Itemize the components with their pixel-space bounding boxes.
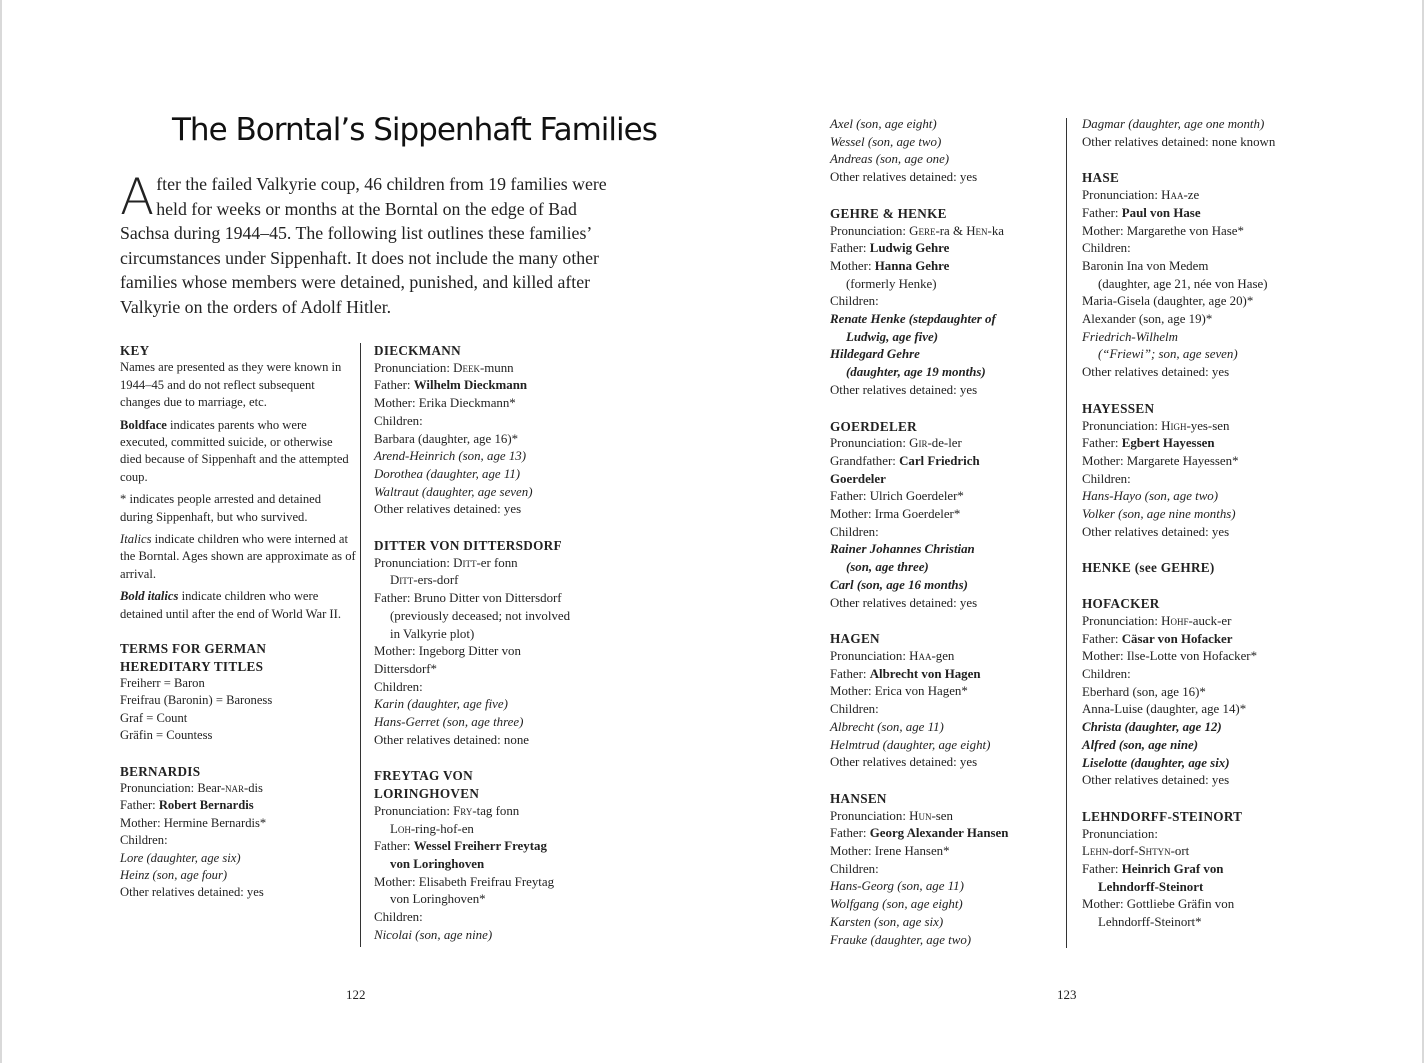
child: Wessel (son, age two) <box>830 134 942 149</box>
other-relatives: Other relatives detained: yes <box>1082 365 1230 380</box>
page-edge-left <box>0 0 2 1063</box>
mother-cont: von Loringhoven* <box>390 892 486 907</box>
child-cont: (“Friewi”; son, age seven) <box>1098 347 1238 362</box>
mother: Mother: Irene Hansen* <box>830 844 950 859</box>
father: Father: Georg Alexander Hansen <box>830 826 1009 841</box>
child: Baronin Ina von Medem <box>1082 258 1209 273</box>
other-relatives: Other relatives detained: yes <box>830 755 978 770</box>
father: Father: Paul von Hase <box>1082 205 1201 220</box>
families-column-3 <box>830 116 1060 949</box>
father: Father: Ulrich Goerdeler* <box>830 489 964 504</box>
pronunciation: Pronunciation: Deek-munn <box>374 360 514 375</box>
father: Father: Wessel Freiherr Freytag <box>374 839 547 854</box>
child: Albrecht (son, age 11) <box>830 719 944 734</box>
term-grafin: Gräfin = Countess <box>120 728 213 743</box>
pronunciation: Pronunciation: High-yes-sen <box>1082 418 1230 433</box>
child: Karsten (son, age six) <box>830 914 944 929</box>
father: Father: Robert Bernardis <box>120 798 254 813</box>
key-note-italics: Italics indicate children who were interned at the Borntal. Ages shown are approximate as of arrival. <box>120 532 356 581</box>
child: Hildegard Gehre <box>830 347 920 362</box>
mother: Mother: Gottliebe Gräfin von <box>1082 897 1235 912</box>
child-cont: (son, age three) <box>846 560 929 575</box>
column-divider <box>360 343 361 947</box>
other-relatives: Other relatives detained: yes <box>120 885 264 900</box>
family-heading-goerdeler: GOERDELER <box>830 418 917 434</box>
page-number-left: 122 <box>346 987 366 1002</box>
mother-cont: Dittersdorf* <box>374 661 438 676</box>
other-relatives: Other relatives detained: yes <box>1082 524 1230 539</box>
child: Anna-Luise (daughter, age 14)* <box>1082 702 1247 717</box>
pronunciation-cont: Ditt-ers-dorf <box>390 573 459 588</box>
mother: Mother: Ilse-Lotte von Hofacker* <box>1082 649 1258 664</box>
mother: Mother: Erika Dieckmann* <box>374 396 516 411</box>
father: Father: Wilhelm Dieckmann <box>374 378 528 393</box>
pronunciation: Pronunciation: <box>1082 826 1158 841</box>
child: Dorothea (daughter, age 11) <box>374 466 521 481</box>
child: Liselotte (daughter, age six) <box>1082 755 1230 770</box>
child: Maria-Gisela (daughter, age 20)* <box>1082 294 1254 309</box>
key-note-boldface: Boldface indicates parents who were executed, committed suicide, or otherwise died because of Sippenhaft and the attempted coup. <box>120 417 349 484</box>
child: Dagmar (daughter, age one month) <box>1082 117 1265 131</box>
child: Helmtrud (daughter, age eight) <box>830 737 991 752</box>
child: Eberhard (son, age 16)* <box>1082 684 1206 699</box>
page-title: The Borntal’s Sippenhaft Families <box>172 112 657 148</box>
grandfather-cont: Goerdeler <box>830 471 886 486</box>
family-heading-hofacker: HOFACKER <box>1082 596 1160 612</box>
child: Axel (son, age eight) <box>830 117 937 131</box>
children-label: Children: <box>830 294 879 309</box>
child: Andreas (son, age one) <box>830 152 950 167</box>
pronunciation-cont: Lehn-dorf-Shtyn-ort <box>1082 844 1190 859</box>
other-relatives: Other relatives detained: yes <box>1082 773 1230 788</box>
child: Arend-Heinrich (son, age 13) <box>374 449 527 464</box>
child: Lore (daughter, age six) <box>120 850 241 865</box>
family-heading-hagen: HAGEN <box>830 631 880 647</box>
father-cont: von Loringhoven <box>390 856 485 871</box>
family-heading-lehndorff: LEHNDORFF-STEINORT <box>1082 808 1243 824</box>
child: Karin (daughter, age five) <box>374 697 508 712</box>
family-heading-hansen: HANSEN <box>830 790 887 806</box>
terms-heading: TERMS FOR GERMAN <box>120 641 267 657</box>
mother-note: (formerly Henke) <box>846 276 937 291</box>
pronunciation: Pronunciation: Gere-ra & Hen-ka <box>830 223 1005 238</box>
child: Barbara (daughter, age 16)* <box>374 431 519 446</box>
term-graf: Graf = Count <box>120 710 188 725</box>
child-cont: (daughter, age 19 months) <box>846 365 986 380</box>
child: Heinz (son, age four) <box>120 867 228 882</box>
other-relatives: Other relatives detained: yes <box>830 170 978 185</box>
child: Nicolai (son, age nine) <box>374 927 493 942</box>
other-relatives: Other relatives detained: none <box>374 732 529 747</box>
key-note-asterisk: * indicates people arrested and detained during Sippenhaft, but who survived. <box>120 492 322 524</box>
family-heading-henke: HENKE (see GEHRE) <box>1082 560 1215 576</box>
mother: Mother: Ingeborg Ditter von <box>374 644 521 659</box>
children-label: Children: <box>374 679 423 694</box>
child: Volker (son, age nine months) <box>1082 507 1236 522</box>
column-divider <box>1066 118 1067 948</box>
child: Frauke (daughter, age two) <box>830 932 972 947</box>
families-column-2 <box>374 342 604 945</box>
child: Christa (daughter, age 12) <box>1082 720 1222 735</box>
father: Father: Albrecht von Hagen <box>830 666 981 681</box>
intro-paragraph <box>120 168 615 320</box>
mother: Mother: Hermine Bernardis* <box>120 815 267 830</box>
page-number-right: 123 <box>1057 987 1077 1002</box>
pronunciation: Pronunciation: Fry-tag fonn <box>374 803 520 818</box>
family-heading-hase: HASE <box>1082 170 1120 186</box>
child: Hans-Hayo (son, age two) <box>1082 489 1219 504</box>
child: Wolfgang (son, age eight) <box>830 897 963 912</box>
key-heading: KEY <box>120 343 150 358</box>
children-label: Children: <box>120 833 168 848</box>
pronunciation: Pronunciation: Ditt-er fonn <box>374 555 518 570</box>
family-heading-bernardis: BERNARDIS <box>120 763 201 779</box>
mother: Mother: Margarethe von Hase* <box>1082 223 1244 238</box>
other-relatives: Other relatives detained: none known <box>1082 134 1276 149</box>
key-note-names: Names are presented as they were known in 1944–45 and do not reflect subsequent changes due to marriage, etc. <box>120 360 342 410</box>
children-label: Children: <box>830 524 879 539</box>
family-heading-gehre-henke: GEHRE & HENKE <box>830 205 947 221</box>
child: Waltraut (daughter, age seven) <box>374 484 533 499</box>
father-note: (previously deceased; not involved <box>390 608 571 623</box>
father-note: in Valkyrie plot) <box>390 626 475 641</box>
children-label: Children: <box>1082 471 1131 486</box>
children-label: Children: <box>830 702 879 717</box>
term-freiherr: Freiherr = Baron <box>120 675 205 690</box>
mother: Mother: Elisabeth Freifrau Freytag <box>374 874 555 889</box>
child: Friedrich-Wilhelm <box>1082 329 1178 344</box>
pronunciation: Pronunciation: Hun-sen <box>830 808 953 823</box>
child: Alfred (son, age nine) <box>1082 737 1199 752</box>
family-heading-ditter: DITTER VON DITTERSDORF <box>374 538 562 554</box>
mother: Mother: Margarete Hayessen* <box>1082 453 1239 468</box>
father: Father: Egbert Hayessen <box>1082 436 1215 451</box>
father: Father: Cäsar von Hofacker <box>1082 631 1233 646</box>
father-cont: Lehndorff-Steinort <box>1098 879 1204 894</box>
child-cont: (daughter, age 21, née von Hase) <box>1098 276 1268 291</box>
child: Renate Henke (stepdaughter of <box>830 312 996 327</box>
father: Father: Bruno Ditter von Dittersdorf <box>374 591 562 606</box>
pronunciation: Pronunciation: Haa-gen <box>830 648 955 663</box>
family-heading-dieckmann: DIECKMANN <box>374 343 461 358</box>
child: Hans-Georg (son, age 11) <box>830 879 964 894</box>
key-column <box>120 342 356 902</box>
children-label: Children: <box>1082 666 1131 681</box>
pronunciation: Pronunciation: Hohf-auck-er <box>1082 613 1232 628</box>
intro-text: fter the failed Valkyrie coup, 46 children from 19 families were held for weeks or months at the Borntal on the edge of Bad Sachsa during 1944–45. The following list outlines these families’ circumstances under Sippenhaft. It does not include the many other families whose members were detained, punished, and killed after Valkyrie on the orders of Adolf Hitler. <box>120 174 607 317</box>
child: Rainer Johannes Christian <box>830 542 975 557</box>
mother-cont: Lehndorff-Steinort* <box>1098 915 1202 930</box>
drop-cap: A <box>120 168 155 226</box>
mother: Mother: Irma Goerdeler* <box>830 507 961 522</box>
terms-heading-2: HEREDITARY TITLES <box>120 658 264 674</box>
pronunciation: Pronunciation: Bear-nar-dis <box>120 780 263 795</box>
children-label: Children: <box>374 413 423 428</box>
children-label: Children: <box>1082 241 1131 256</box>
father: Father: Heinrich Graf von <box>1082 862 1224 877</box>
children-label: Children: <box>374 910 423 925</box>
children-label: Children: <box>830 861 879 876</box>
mother: Mother: Erica von Hagen* <box>830 684 968 699</box>
pronunciation: Pronunciation: Gir-de-ler <box>830 436 962 451</box>
other-relatives: Other relatives detained: yes <box>830 382 978 397</box>
families-column-4 <box>1082 116 1322 932</box>
other-relatives: Other relatives detained: yes <box>830 595 978 610</box>
child: Alexander (son, age 19)* <box>1082 312 1213 327</box>
child-cont: Ludwig, age five) <box>846 329 939 344</box>
child: Carl (son, age 16 months) <box>830 577 968 592</box>
father: Father: Ludwig Gehre <box>830 241 950 256</box>
grandfather: Grandfather: Carl Friedrich <box>830 453 980 468</box>
mother: Mother: Hanna Gehre <box>830 258 950 273</box>
child: Hans-Gerret (son, age three) <box>374 715 524 730</box>
other-relatives: Other relatives detained: yes <box>374 502 522 517</box>
family-heading-freytag-2: LORINGHOVEN <box>374 786 480 802</box>
term-freifrau: Freifrau (Baronin) = Baroness <box>120 693 273 708</box>
family-heading-hayessen: HAYESSEN <box>1082 400 1155 416</box>
pronunciation: Pronunciation: Haa-ze <box>1082 188 1200 203</box>
family-heading-freytag: FREYTAG VON <box>374 768 473 784</box>
key-note-bold-italics: Bold italics indicate children who were detained until after the end of World War II. <box>120 589 341 621</box>
pronunciation-cont: Loh-ring-hof-en <box>390 821 474 836</box>
